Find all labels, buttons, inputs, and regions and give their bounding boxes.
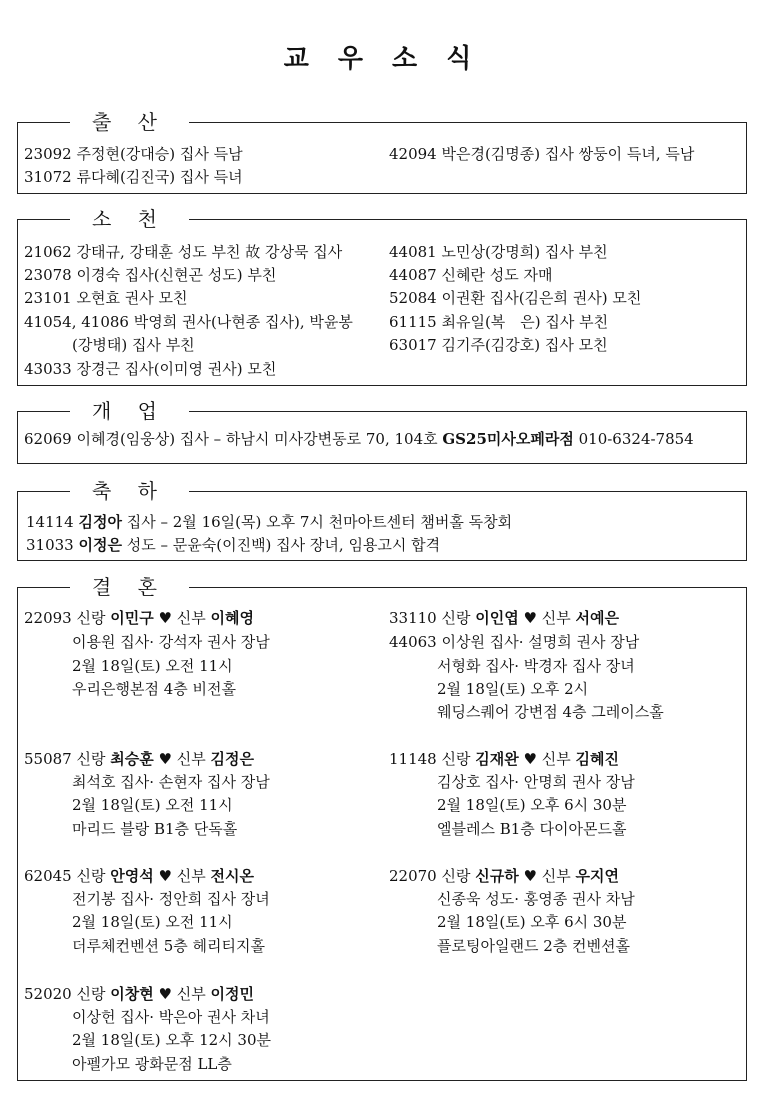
wedding-couple [24,866,254,886]
member-id: 33110 [389,609,437,627]
member-id: 11148 [389,750,437,768]
wedding-parents: 이용원 집사· 강석자 권사 장남 [72,633,270,651]
wedding-venue: 엘블레스 B1층 다이아몬드홀 [437,820,627,838]
wedding-couple [24,608,254,628]
congrats-entry [26,512,512,532]
heart-icon: ♥ [523,750,537,768]
wedding-parents: 서형화 집사· 박경자 집사 장녀 [437,657,635,675]
wedding-couple [389,608,619,628]
opening-heading: 개 업 [70,397,189,425]
wedding-venue: 웨딩스퀘어 강변점 4층 그레이스홀 [437,703,664,721]
wedding-couple [24,984,254,1004]
bride-label: 신부 [541,609,571,627]
groom-label: 신랑 [441,750,471,768]
bride-name: 이정민 [210,985,255,1003]
groom-label: 신랑 [76,867,106,885]
member-name: 이정은 [78,536,122,554]
wedding-parents: 김상호 집사· 안명희 권사 장남 [437,773,635,791]
groom-name: 신규하 [475,867,519,885]
funeral-entry: 41054, 41086 박영희 권사(나현종 집사), 박윤봉 [24,313,353,331]
bride-label: 신부 [541,867,571,885]
member-id: 52020 [24,985,72,1003]
groom-label: 신랑 [76,750,106,768]
congrats-detail: 집사 – 2월 16일(목) 오후 7시 천마아트센터 챔버홀 독창회 [121,513,513,531]
groom-label: 신랑 [441,609,471,627]
wedding-couple [389,866,619,886]
funeral-entry: 44087 신혜란 성도 자매 [389,266,553,284]
groom-name: 김재완 [475,750,519,768]
member-id: 22093 [24,609,72,627]
congrats-detail: 성도 – 문윤숙(이진백) 집사 장녀, 임용고시 합격 [121,536,441,554]
wedding-venue: 우리은행본점 4층 비전홀 [72,680,236,698]
heart-icon: ♥ [158,750,172,768]
bride-label: 신부 [541,750,571,768]
funeral-entry: 43033 장경근 집사(이미영 권사) 모친 [24,360,277,378]
member-name: 김정아 [78,513,122,531]
wedding-venue: 더루체컨벤션 5층 헤리티지홀 [72,937,265,955]
bride-name: 이혜영 [210,609,255,627]
bride-name: 전시온 [210,867,255,885]
birth-entry: 31072 류다혜(김진국) 집사 득녀 [24,168,243,186]
bride-label: 신부 [176,985,206,1003]
wedding-date: 2월 18일(토) 오후 6시 30분 [437,796,627,814]
funeral-heading: 소 천 [70,205,189,233]
wedding-date: 2월 18일(토) 오후 2시 [437,680,589,698]
wedding-parents: 이상헌 집사· 박은아 권사 차녀 [72,1008,270,1026]
bride-label: 신부 [176,750,206,768]
groom-name: 안영석 [110,867,154,885]
wedding-heading: 결 혼 [70,573,189,601]
groom-name: 이민구 [110,609,154,627]
birth-section [17,110,747,194]
funeral-entry: 21062 강태규, 강태훈 성도 부친 故 강상묵 집사 [24,243,343,261]
groom-name: 이인엽 [475,609,519,627]
wedding-date: 2월 18일(토) 오후 12시 30분 [72,1031,272,1049]
wedding-date: 2월 18일(토) 오후 6시 30분 [437,913,627,931]
bride-name: 우지연 [575,867,620,885]
funeral-entry-continued: (강병태) 집사 부친 [72,336,195,354]
wedding-section [17,575,747,1081]
groom-name: 최승훈 [110,750,154,768]
opening-phone: 010-6324-7854 [573,430,694,448]
wedding-parents: 전기봉 집사· 정안희 집사 장녀 [72,890,270,908]
bride-name: 서예은 [575,609,620,627]
wedding-venue: 플로팅아일랜드 2층 컨벤션홀 [437,937,630,955]
funeral-entry: 23101 오현효 권사 모친 [24,289,188,307]
bride-name: 김정은 [210,750,255,768]
funeral-entry: 52084 이권환 집사(김은희 권사) 모친 [389,289,642,307]
funeral-entry: 23078 이경숙 집사(신현곤 성도) 부친 [24,266,277,284]
congrats-section [17,479,747,561]
wedding-date: 2월 18일(토) 오전 11시 [72,913,233,931]
opening-text: 62069 이혜경(임웅상) 집사 – 하남시 미사강변동로 70, 104호 [24,430,443,448]
birth-heading: 출 산 [70,108,189,136]
member-id: 62045 [24,867,72,885]
wedding-parents: 최석호 집사· 손현자 집사 장남 [72,773,270,791]
funeral-entry: 44081 노민상(강명희) 집사 부친 [389,243,608,261]
member-id: 14114 [26,513,74,531]
congrats-entry [26,535,440,555]
funeral-entry: 61115 최유일(복 은) 집사 부친 [389,313,609,331]
opening-store-name: GS25미사오페라점 [442,430,574,448]
funeral-entry: 63017 김기주(김강호) 집사 모친 [389,336,608,354]
birth-entry: 23092 주정현(강대승) 집사 득남 [24,145,243,163]
funeral-section [17,207,747,386]
bride-label: 신부 [176,609,206,627]
member-id: 22070 [389,867,437,885]
bride-name: 김혜진 [575,750,620,768]
wedding-date: 2월 18일(토) 오전 11시 [72,796,233,814]
heart-icon: ♥ [158,985,172,1003]
opening-section [17,399,747,464]
wedding-venue: 마리드 블랑 B1층 단독홀 [72,820,238,838]
groom-name: 이창현 [110,985,154,1003]
bride-label: 신부 [176,867,206,885]
heart-icon: ♥ [158,867,172,885]
wedding-parents: 44063 이상원 집사· 설명희 권사 장남 [389,633,640,651]
wedding-couple [24,749,254,769]
heart-icon: ♥ [523,867,537,885]
heart-icon: ♥ [523,609,537,627]
birth-entry: 42094 박은경(김명종) 집사 쌍둥이 득녀, 득남 [389,145,695,163]
member-id: 55087 [24,750,72,768]
wedding-venue: 아펠가모 광화문점 LL층 [72,1055,232,1073]
member-id: 31033 [26,536,74,554]
page-title: 교 우 소 식 [283,44,482,74]
wedding-date: 2월 18일(토) 오전 11시 [72,657,233,675]
opening-entry [24,429,694,449]
wedding-parents: 신종욱 성도· 홍영종 권사 차남 [437,890,635,908]
heart-icon: ♥ [158,609,172,627]
wedding-couple [389,749,619,769]
groom-label: 신랑 [76,985,106,1003]
congrats-heading: 축 하 [70,477,189,505]
groom-label: 신랑 [441,867,471,885]
groom-label: 신랑 [76,609,106,627]
